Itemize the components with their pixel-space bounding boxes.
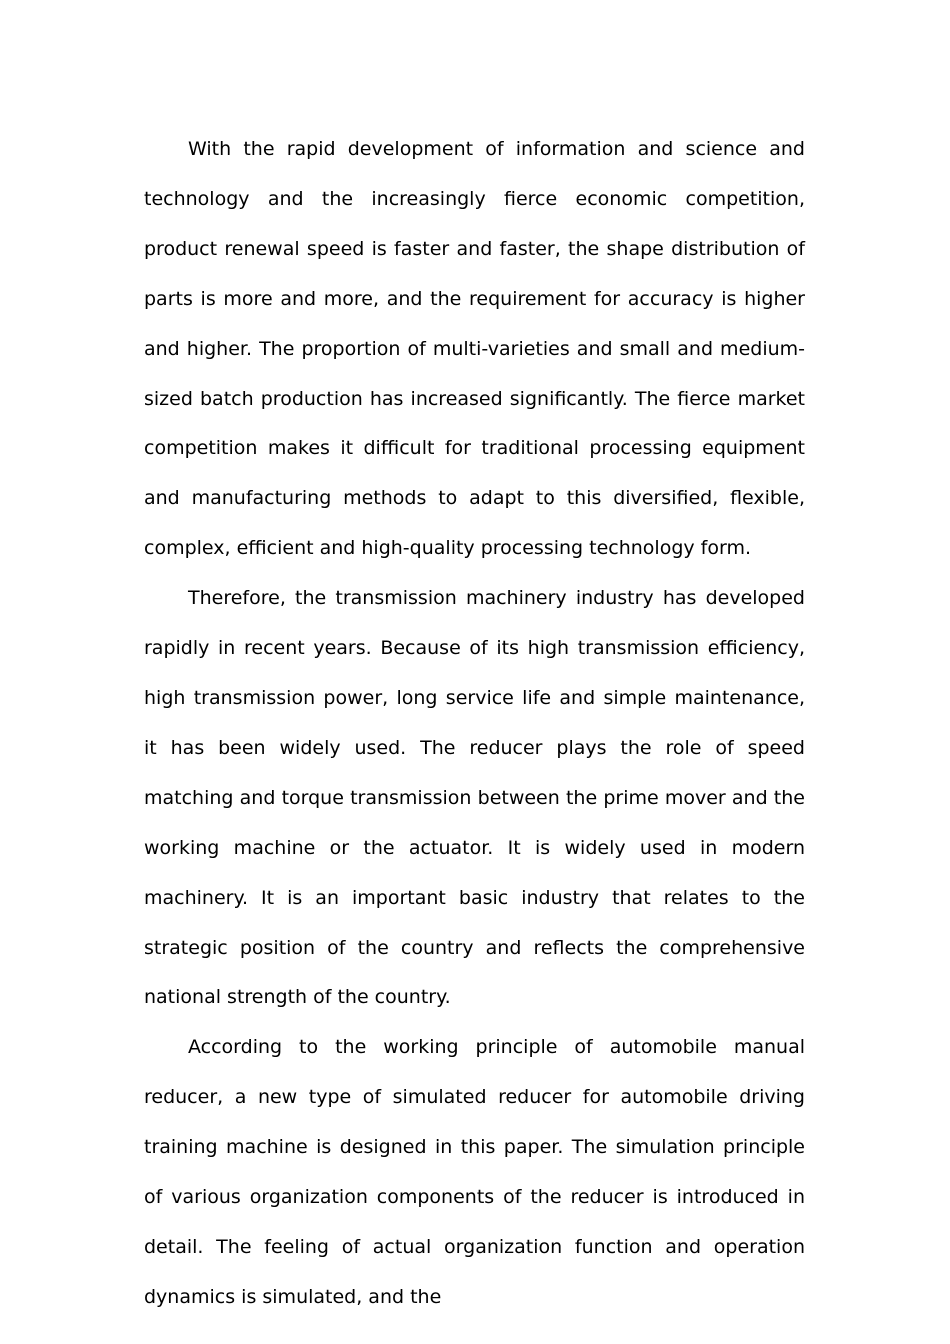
paragraph-2: Therefore, the transmission machinery industry has developed rapidly in recent years. Because of its high transmission efficiency, high transmission power, long service life and simple maintenance, it has been widely used. The reducer plays the role of speed matching and torque transmission between the prime mover and the working machine or the actuator. It is widely used in modern machinery. It is an important basic industry that relates to the strategic position of the country and reflects the comprehensive national strength of the country. <box>144 587 805 1009</box>
paragraph-3: According to the working principle of automobile manual reducer, a new type of simulated reducer for automobile driving training machine is designed in this paper. The simulation principle of various organization components of the reducer is introduced in detail. The feeling of actual organization function and operation dynamics is simulated, and the <box>144 1036 805 1308</box>
paragraph-1: With the rapid development of information and science and technology and the increasingly fierce economic competition, product renewal speed is faster and faster, the shape distribution of parts is more and more, and the requirement for accuracy is higher and higher. The proportion of multi-varieties and small and medium-sized batch production has increased significantly. The fierce market competition makes it difficult for traditional processing equipment and manufacturing methods to adapt to this diversified, flexible, complex, efficient and high-quality processing technology form. <box>144 138 805 560</box>
body-text <box>144 125 805 1323</box>
